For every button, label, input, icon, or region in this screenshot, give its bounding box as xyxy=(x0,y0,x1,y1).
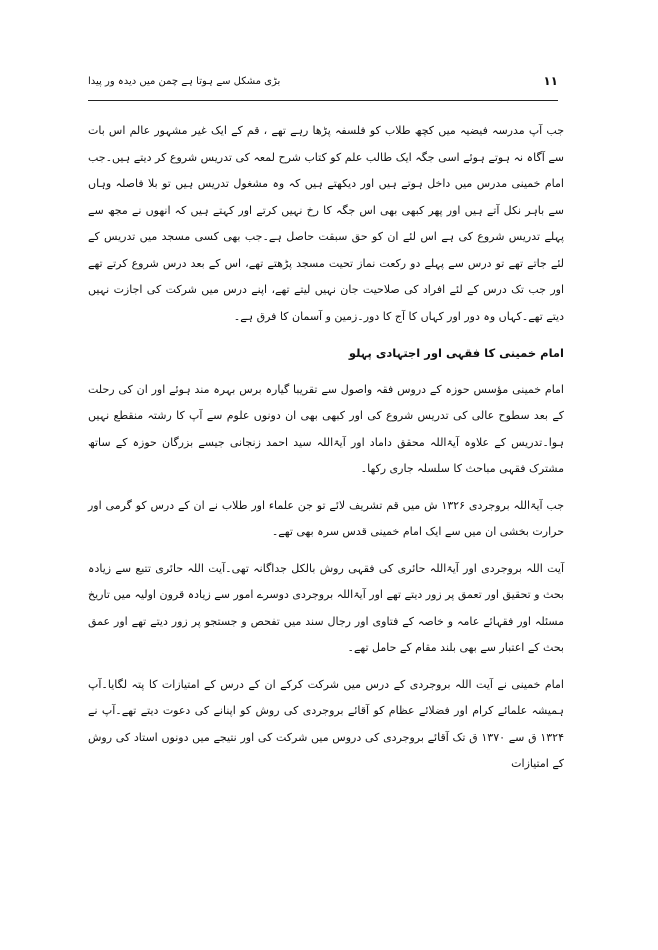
section-heading: امام خمینی کا فقہی اور اجتہادی پہلو xyxy=(348,346,564,360)
paragraph-borujerdi-lessons: امام خمینی نے آیت اللہ بروجردی کے درس میں شرکت کرکے ان کے درس کے امتیازات کا پتہ لگایا۔آپ ہمیشہ علمائے کرام اور فضلائے عظام کو آقائے بروجردی کی روش کو اپنانے کی دعوت دیتے تھے۔آپ نے ۱۳۲۴ ق سے ۱۳۷۰ ق تک آقائے بروجردی کی دروس میں شرکت کی اور نتیجے میں دونوں استاد کی روش کے امتیازات xyxy=(88,677,564,770)
running-header xyxy=(88,74,558,100)
page-number: ۱۱ xyxy=(543,74,558,88)
paragraph-method-comparison: آیت اللہ بروجردی اور آیۃاللہ حائری کی فقہی روش بالکل جداگانہ تھی۔آیت اللہ حائری تتبع سے زیادہ بحث و تحقیق اور تعمق پر زور دیتے تھے اور آیۃاللہ بروجردی دوسرے امور سے زیادہ قرون اولیہ میں تاریخ مسئلہ اور فقہائے عامہ و خاصہ کے فتاوی اور رجال سند میں تفحص و جستجو پر زور دیتے تھے اور عمق بحث کے اعتبار سے بھی بلند مقام کے حامل تھے۔ xyxy=(88,561,564,654)
paragraph-borujerdi-arrival: جب آیۃاللہ بروجردی ۱۳۲۶ ش میں قم تشریف لائے تو جن علماء اور طلاب نے ان کے درس کو گرمی اور حرارت بخشی ان میں سے ایک امام خمینی قدس سرہ بھی تھے۔ xyxy=(88,498,565,538)
paragraph-fiqh-studies: امام خمینی مؤسس حوزہ کے دروس فقہ واصول سے تقریبا گیارہ برس بہرہ مند ہوئے اور ان کی رحلت کے بعد سطوح عالی کی تدریس شروع کی اور کبھی بھی ان دونوں علوم سے آپ کا رشتہ منقطع نہیں ہوا۔تدریس کے علاوہ آیۃاللہ محقق داماد اور آیۃاللہ سید احمد زنجانی جیسے بزرگان حوزہ کے ساتھ مشترک فقہی مباحث کا سلسلہ جاری رکھا۔ xyxy=(88,382,564,475)
body-text xyxy=(88,118,564,788)
header-divider xyxy=(88,100,558,101)
paragraph-teaching-etiquette: جب آپ مدرسہ فیضیہ میں کچھ طلاب کو فلسفہ پڑھا رہے تھے ، قم کے ایک غیر مشہور عالم اس بات سے آگاہ نہ ہوتے ہوئے اسی جگہ ایک طالب علم کو کتاب شرح لمعہ کی تدریس شروع کر دیتے ہیں۔جب امام خمینی مدرس میں داخل ہوتے ہیں اور دیکھتے ہیں کہ وہ مشغول تدریس ہیں تو بلا فاصلہ وہاں سے باہر نکل آتے ہیں اور پھر کبھی بھی اس جگہ کا رخ نہیں کرتے اور کہتے ہیں کہ انھوں نے مجھ سے پہلے تدریس شروع کی ہے اس لئے ان کو حق سبقت حاصل ہے۔جب بھی کسی مسجد میں تدریس کے لئے جاتے تھے تو درس سے پہلے دو رکعت نماز تحیت مسجد پڑھتے تھے، اس کے بعد درس شروع کرتے تھے اور جب تک درس کے لئے افراد کی صلاحیت جان نہیں لیتے تھے، اپنے درس میں شرکت کی اجازت نہیں دیتے تھے۔کہاں وہ دور اور کہاں کا آج کا دور۔زمین و آسمان کا فرق ہے۔ xyxy=(88,124,564,323)
header-title: بڑی مشکل سے ہوتا ہے چمن میں دیدہ ور پیدا xyxy=(88,76,281,87)
